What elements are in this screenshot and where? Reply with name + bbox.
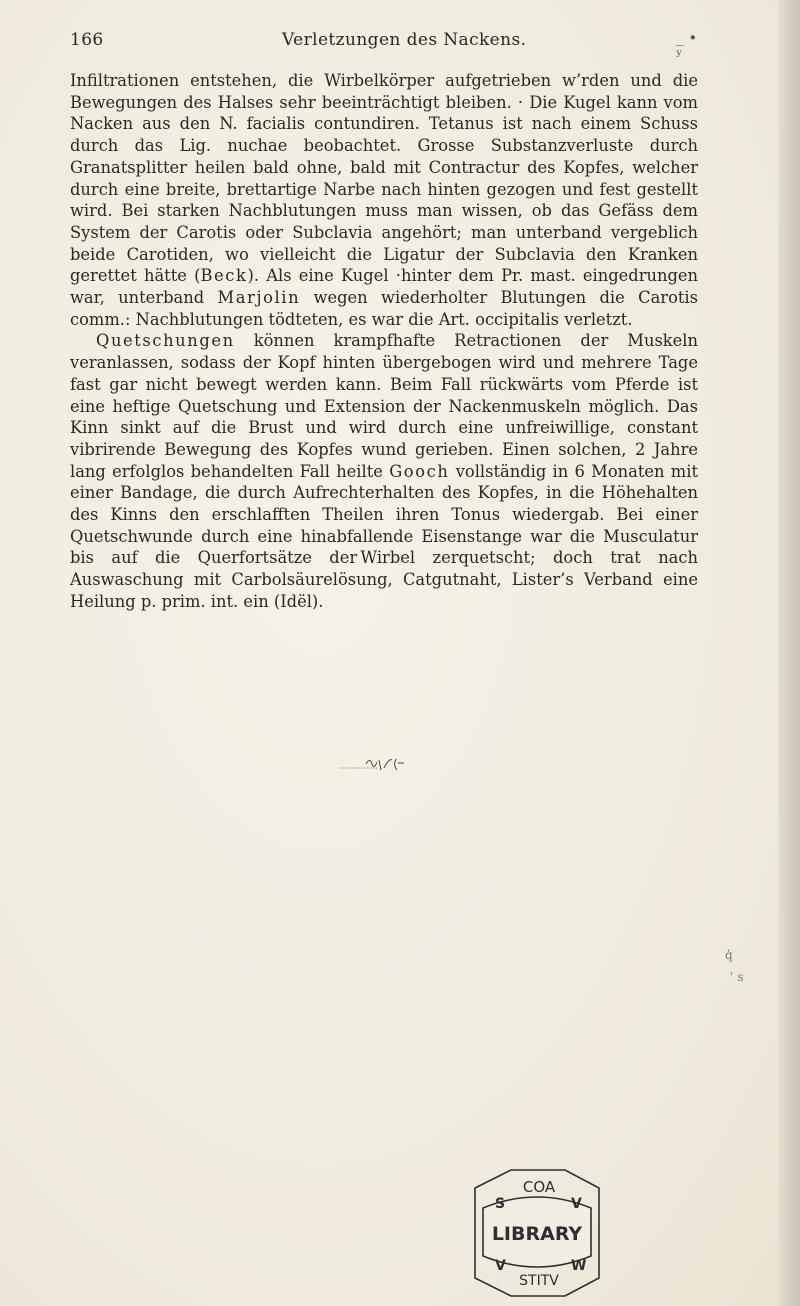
stamp-letter: W (571, 1258, 587, 1274)
author-name-spaced: Gooch (389, 461, 450, 481)
text-run: können krampfhafte Retractionen der Muskeln veranlassen, sodass der Kopf hinten übergebogen wird und mehrere Tage fast gar nicht bewegt werden kann. Beim Fall rückwärts vom Pferde ist eine heftige Quetschung und Extension der Nackenmuskeln möglich. Das Kinn sinkt auf die Brust und wird durch eine unfreiwillige, constant vibrirende Bewegung des Kopfes wund gerieben. Einen solchen, 2 Jahre lang erfolglos behandelten Fall heilte (70, 331, 698, 481)
body-text (70, 70, 698, 613)
stamp-letter: V (571, 1196, 582, 1212)
author-name-spaced: Beck (200, 266, 248, 286)
stamp-letter: V (495, 1258, 506, 1274)
text-run: wegen wiederholter Blutungen die Carotis comm.: Nachblutungen tödteten, es war die Art. occipitalis verletzt. (70, 288, 698, 329)
paragraph-1 (70, 70, 698, 330)
author-name-spaced: Marjolin (217, 288, 301, 308)
handwritten-note (338, 754, 408, 776)
header-stray-mark: _ ∙ ʸ (676, 28, 697, 64)
stamp-center-text: LIBRARY (491, 1223, 583, 1245)
margin-mark: ʾ s (730, 970, 744, 984)
paragraph-2 (70, 330, 698, 612)
library-stamp-icon (447, 1168, 627, 1298)
page-number: 166 (70, 30, 104, 50)
page-edge-shadow (778, 0, 800, 1306)
text-run: Infiltrationen entstehen, die Wirbelkörper aufgetrieben w’rden und die Bewegungen des Halses sehr beeinträchtigt bleiben. · Die Kugel kann vom Nacken aus den N. facialis contundiren. Tetanus ist nach einem Schuss durch das Lig. nuchae beobachtet. Grosse Substanzverluste durch Granatsplitter heilen bald ohne, bald mit Contractur des Kopfes, welcher durch eine breite, brettartige Narbe nach hinten gezogen und fest gestellt wird. Bei starken Nachblutungen muss man wissen, ob das Gefäss dem System der Carotis oder Subclavia angehört; man unterband vergeblich beide Carotiden, wo vielleicht die Ligatur der Subclavia den Kranken gerettet hätte ( (70, 71, 698, 286)
stamp-letter: S (495, 1196, 506, 1212)
page-header (70, 28, 700, 64)
text-run: ). Als eine Kugel ·hinter dem Pr. mast. eingedrungen war, unterband (70, 266, 698, 308)
margin-mark: q̓ (725, 948, 733, 962)
running-head: Verletzungen des Nackens. (282, 30, 527, 50)
text-run: vollständig in 6 Monaten mit einer Bandage, die durch Aufrechterhalten des Kopfes, in die Höhehalten des Kinns den erschlafften Theilen ihren Tonus wiedergab. Bei einer Quetschwunde durch eine hinabfallende Eisenstange war die Musculatur bis auf die Querfortsätze der Wirbel zerquetscht; doch trat nach Auswaschung mit Carbolsäurelösung, Catgutnaht, Lister’s Verband eine Heilung p. prim. int. ein (Idël). (70, 461, 698, 611)
stamp-top-text: COA (522, 1178, 556, 1196)
author-name-spaced: Quetschungen (96, 331, 235, 351)
stamp-bottom-text: STITV (519, 1273, 559, 1289)
